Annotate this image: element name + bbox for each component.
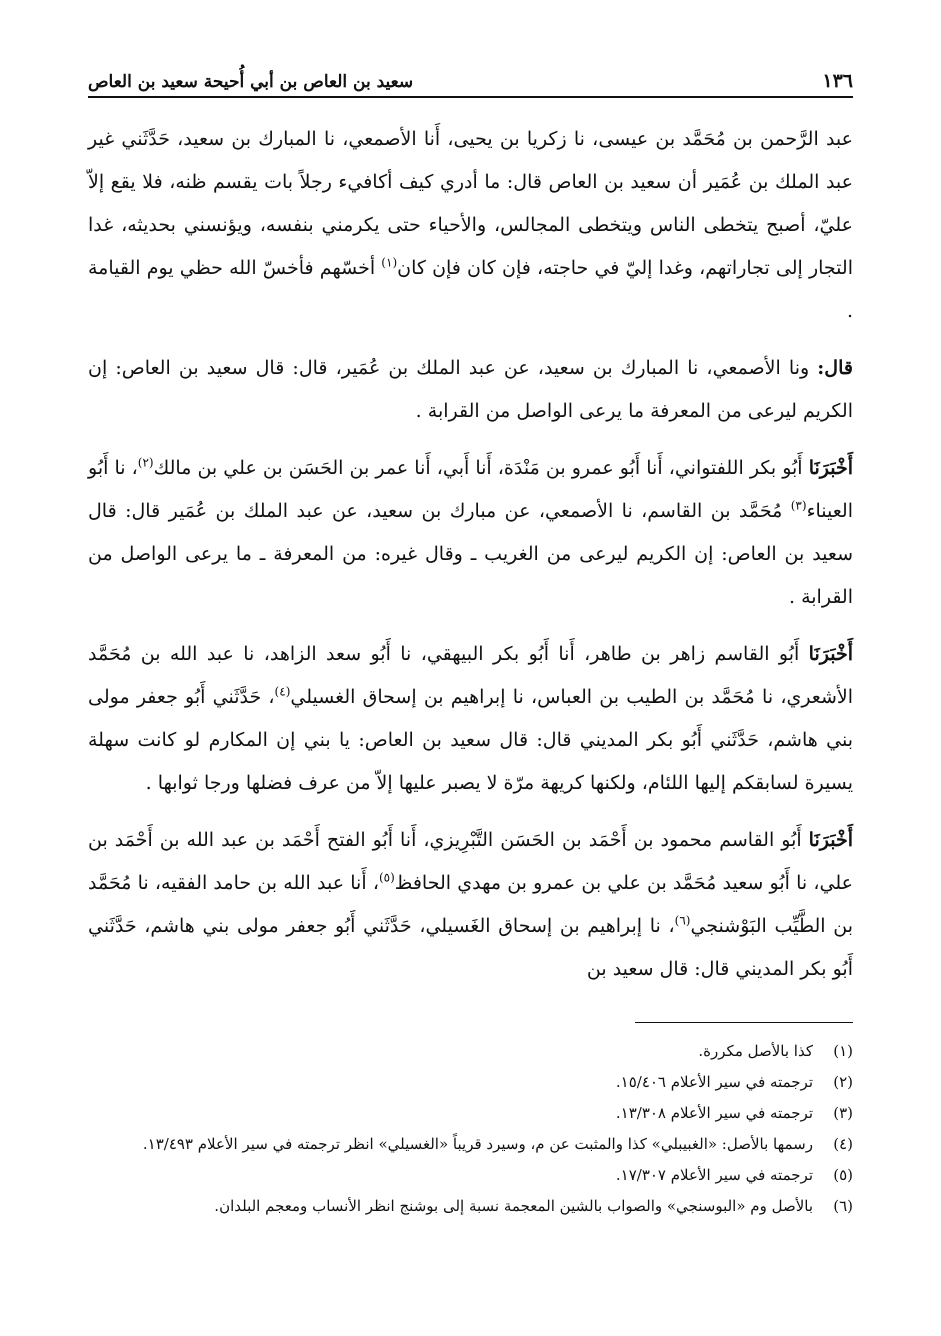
footnote-separator bbox=[635, 1022, 853, 1023]
paragraph-text: ، أَنا عبد الله بن حامد الفقيه، نا مُحَمَّد بن الطَّيِّب البَوْشنجي bbox=[88, 872, 853, 937]
paragraph-text: ونا الأصمعي، نا المبارك بن سعيد، عن عبد الملك بن عُمَير، قال: قال سعيد بن العاص: إن الكريم ليرعى من المعرفة ما يرعى الواصل من القرابة . bbox=[88, 357, 853, 422]
footnote-text: بالأصل وم «البوسنجي» والصواب بالشين المعجمة نسبة إلى بوشنج انظر الأنساب ومعجم البلدان. bbox=[214, 1197, 813, 1215]
footnote-text: ترجمته في سير الأعلام ١٥/٤٠٦. bbox=[615, 1073, 813, 1091]
page-header bbox=[88, 54, 853, 98]
paragraph-text: ، حَدَّثَني أَبُو جعفر مولى بني هاشم، حَدَّثَني أَبُو بكر المديني قال: قال سعيد بن العاص: يا بني إن المكارم لو كانت سهلة يسيرة لسابقكم إليها اللئام، ولكنها كريهة مرّة لا يصبر عليها إلاّ من عرف فضلها ورجا ثوابها . bbox=[88, 686, 853, 794]
footnote-ref: (٤) bbox=[274, 684, 291, 699]
paragraph-text: ، نا أَبُو العيناء bbox=[88, 457, 853, 522]
paragraph-1 bbox=[88, 118, 853, 333]
footnote bbox=[88, 1162, 853, 1189]
footnote-ref: (٦) bbox=[674, 913, 691, 928]
paragraph-lead-word: قال: bbox=[817, 357, 853, 379]
footnote-text: كذا بالأصل مكررة. bbox=[698, 1042, 813, 1060]
footnote-ref: (٥) bbox=[378, 870, 395, 885]
footnote bbox=[88, 1038, 853, 1065]
running-title: سعيد بن العاص بن أبي أُحيحة سعيد بن العاص bbox=[88, 72, 414, 92]
paragraph-text: ، نا إبراهيم بن إسحاق الغَسيلي، حَدَّثَني أَبُو جعفر مولى بني هاشم، حَدَّثَني أَبُو بكر المديني قال: قال سعيد بن bbox=[88, 915, 853, 980]
footnote bbox=[88, 1069, 853, 1096]
footnote-ref: (٢) bbox=[137, 455, 154, 470]
paragraph-text: أخسّهم فأخسّ الله حظي يوم القيامة . bbox=[88, 257, 853, 322]
paragraph-3 bbox=[88, 447, 853, 619]
footnote bbox=[88, 1193, 853, 1220]
paragraph-text: أَبُو بكر اللفتواني، أَنا أَبُو عمرو بن مَنْدَة، أَنا أَبي، أَنا عمر بن الحَسَن بن علي بن مالك bbox=[153, 457, 809, 479]
footnote-number: (٦) bbox=[833, 1197, 853, 1215]
footnote bbox=[88, 1131, 853, 1158]
footnote-number: (٥) bbox=[833, 1166, 853, 1184]
footnote-number: (١) bbox=[833, 1042, 853, 1060]
footnote-ref: (١) bbox=[381, 255, 398, 270]
paragraph-text: أَبُو القاسم محمود بن أَحْمَد بن الحَسَن التَّبْرِيزي، أَنا أَبُو الفتح أَحْمَد بن عبد الله بن أَحْمَد بن علي، نا أَبُو سعيد مُحَمَّد بن علي بن عمرو بن مهدي الحافظ bbox=[88, 829, 853, 894]
footnote-number: (٤) bbox=[833, 1135, 853, 1153]
paragraph-text: مُحَمَّد بن القاسم، نا الأصمعي، عن مبارك بن سعيد، عن عبد الملك بن عُمَير قال: قال سعيد بن العاص: إن الكريم ليرعى من الغريب ـ وقال غيره: من المعرفة ـ ما يرعى الواصل من القرابة . bbox=[88, 500, 853, 608]
paragraph-4 bbox=[88, 633, 853, 805]
page-number: ١٣٦ bbox=[822, 70, 853, 92]
footnote bbox=[88, 1100, 853, 1127]
paragraph-5 bbox=[88, 819, 853, 991]
footnote-number: (٣) bbox=[833, 1104, 853, 1122]
footnote-text: ترجمته في سير الأعلام ١٣/٣٠٨. bbox=[615, 1104, 813, 1122]
paragraph-lead-word: أَخْبَرَنَا bbox=[808, 457, 854, 479]
paragraph-text: أَبُو القاسم زاهر بن طاهر، أَنا أَبُو بكر البيهقي، نا أَبُو سعد الزاهد، نا عبد الله بن مُحَمَّد الأشعري، نا مُحَمَّد بن الطيب بن العباس، نا إبراهيم بن إسحاق الغسيلي bbox=[88, 643, 854, 708]
footnote-text: ترجمته في سير الأعلام ١٧/٣٠٧. bbox=[615, 1166, 813, 1184]
footnote-ref: (٣) bbox=[790, 498, 807, 513]
paragraph-text: عبد الرَّحمن بن مُحَمَّد بن عيسى، نا زكريا بن يحيى، أَنا الأصمعي، نا المبارك بن سعيد، حَدَّثَني غير عبد الملك بن عُمَير أن سعيد بن العاص قال: ما أدري كيف أكافيء رجلاً بات يقسم ظنه، فلا يقع إلاّ عليّ، أصبح يتخطى الناس ويتخطى المجالس، والأحياء حتى يكرمني بنفسه، ويؤنسني بحديثه، غدا التجار إلى تجاراتهم، وغدا إليّ في حاجته، فإن كان فإن كان bbox=[88, 128, 853, 279]
paragraph-lead-word: أَخْبَرَنَا bbox=[808, 643, 853, 665]
footnote-number: (٢) bbox=[833, 1073, 853, 1091]
footnote-text: رسمها بالأصل: «الغبيبلي» كذا والمثبت عن م، وسيرد قريباً «الغسيلي» انظر ترجمته في سير الأعلام ١٣/٤٩٣. bbox=[142, 1135, 813, 1153]
paragraph-2 bbox=[88, 347, 853, 433]
paragraph-lead-word: أَخْبَرَنَا bbox=[808, 829, 853, 851]
main-text bbox=[88, 118, 853, 1005]
footnotes bbox=[88, 1038, 853, 1224]
